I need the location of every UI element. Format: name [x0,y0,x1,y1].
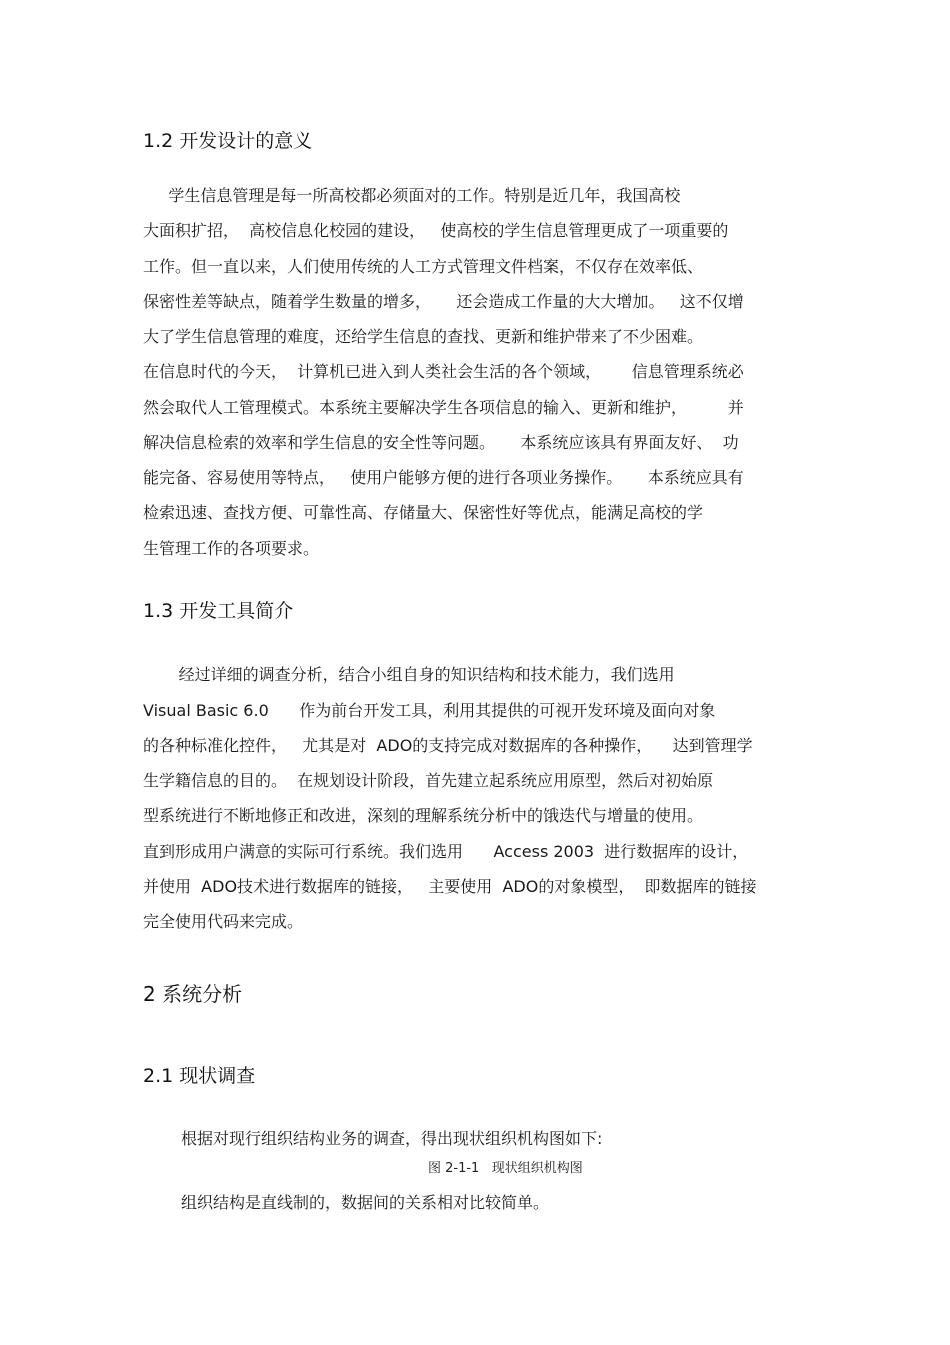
paragraph-line: 大面积扩招， 高校信息化校园的建设， 使高校的学生信息管理更成了一项重要的 [143,221,729,240]
paragraph-line: 完全使用代码来完成。 [143,912,304,931]
paragraph-line: 生学籍信息的目的。 在规划设计阶段，首先建立起系统应用原型，然后对初始原 [143,771,714,790]
paragraph-line: 然会取代人工管理模式。本系统主要解决学生各项信息的输入、更新和维护， 并 [143,398,744,417]
section-heading-2: 2 系统分析 [143,982,243,1006]
figure-caption: 图 2-1-1 现状组织机构图 [428,1161,583,1176]
paragraph-line: 在信息时代的今天， 计算机已进入到人类社会生活的各个领域， 信息管理系统必 [143,362,744,381]
section-heading-1-2: 1.2 开发设计的意义 [143,130,313,152]
paragraph-line: 型系统进行不断地修正和改进，深刻的理解系统分析中的饿迭代与增量的使用。 [143,806,704,825]
section-heading-1-3: 1.3 开发工具简介 [143,600,294,622]
paragraph-line: 保密性差等缺点，随着学生数量的增多， 还会造成工作量的大大增加。 这不仅增 [143,292,744,311]
paragraph-line: Visual Basic 6.0 作为前台开发工具，利用其提供的可视开发环境及面向对象 [143,701,716,720]
paragraph-line: 检索迅速、查找方便、可靠性高、存储量大、保密性好等优点，能满足高校的学 [143,503,704,522]
paragraph-line: 组织结构是直线制的，数据间的关系相对比较简单。 [181,1193,550,1212]
paragraph-line: 并使用 ADO技术进行数据库的链接， 主要使用 ADO的对象模型， 即数据库的链接 [143,877,757,896]
paragraph-line: 直到形成用户满意的实际可行系统。我们选用 Access 2003 进行数据库的设计， [143,842,749,861]
paragraph-line: 的各种标准化控件， 尤其是对 ADO的支持完成对数据库的各种操作， 达到管理学 [143,736,753,755]
paragraph-line: 工作。但一直以来，人们使用传统的人工方式管理文件档案，不仅存在效率低、 [143,257,704,276]
paragraph-line: 解决信息检索的效率和学生信息的安全性等问题。 本系统应该具有界面友好、 功 [143,433,739,452]
paragraph-line: 生管理工作的各项要求。 [143,539,320,558]
paragraph-line: 根据对现行组织结构业务的调查，得出现状组织机构图如下: [181,1129,603,1148]
paragraph-line: 经过详细的调查分析，结合小组自身的知识结构和技术能力，我们选用 [143,665,675,684]
paragraph-line: 大了学生信息管理的难度，还给学生信息的查找、更新和维护带来了不少困难。 [143,327,704,346]
section-heading-2-1: 2.1 现状调查 [143,1065,256,1087]
paragraph-line: 能完备、容易使用等特点， 使用户能够方便的进行各项业务操作。 本系统应具有 [143,468,744,487]
paragraph-line: 学生信息管理是每一所高校都必须面对的工作。特别是近几年，我国高校 [143,186,681,205]
